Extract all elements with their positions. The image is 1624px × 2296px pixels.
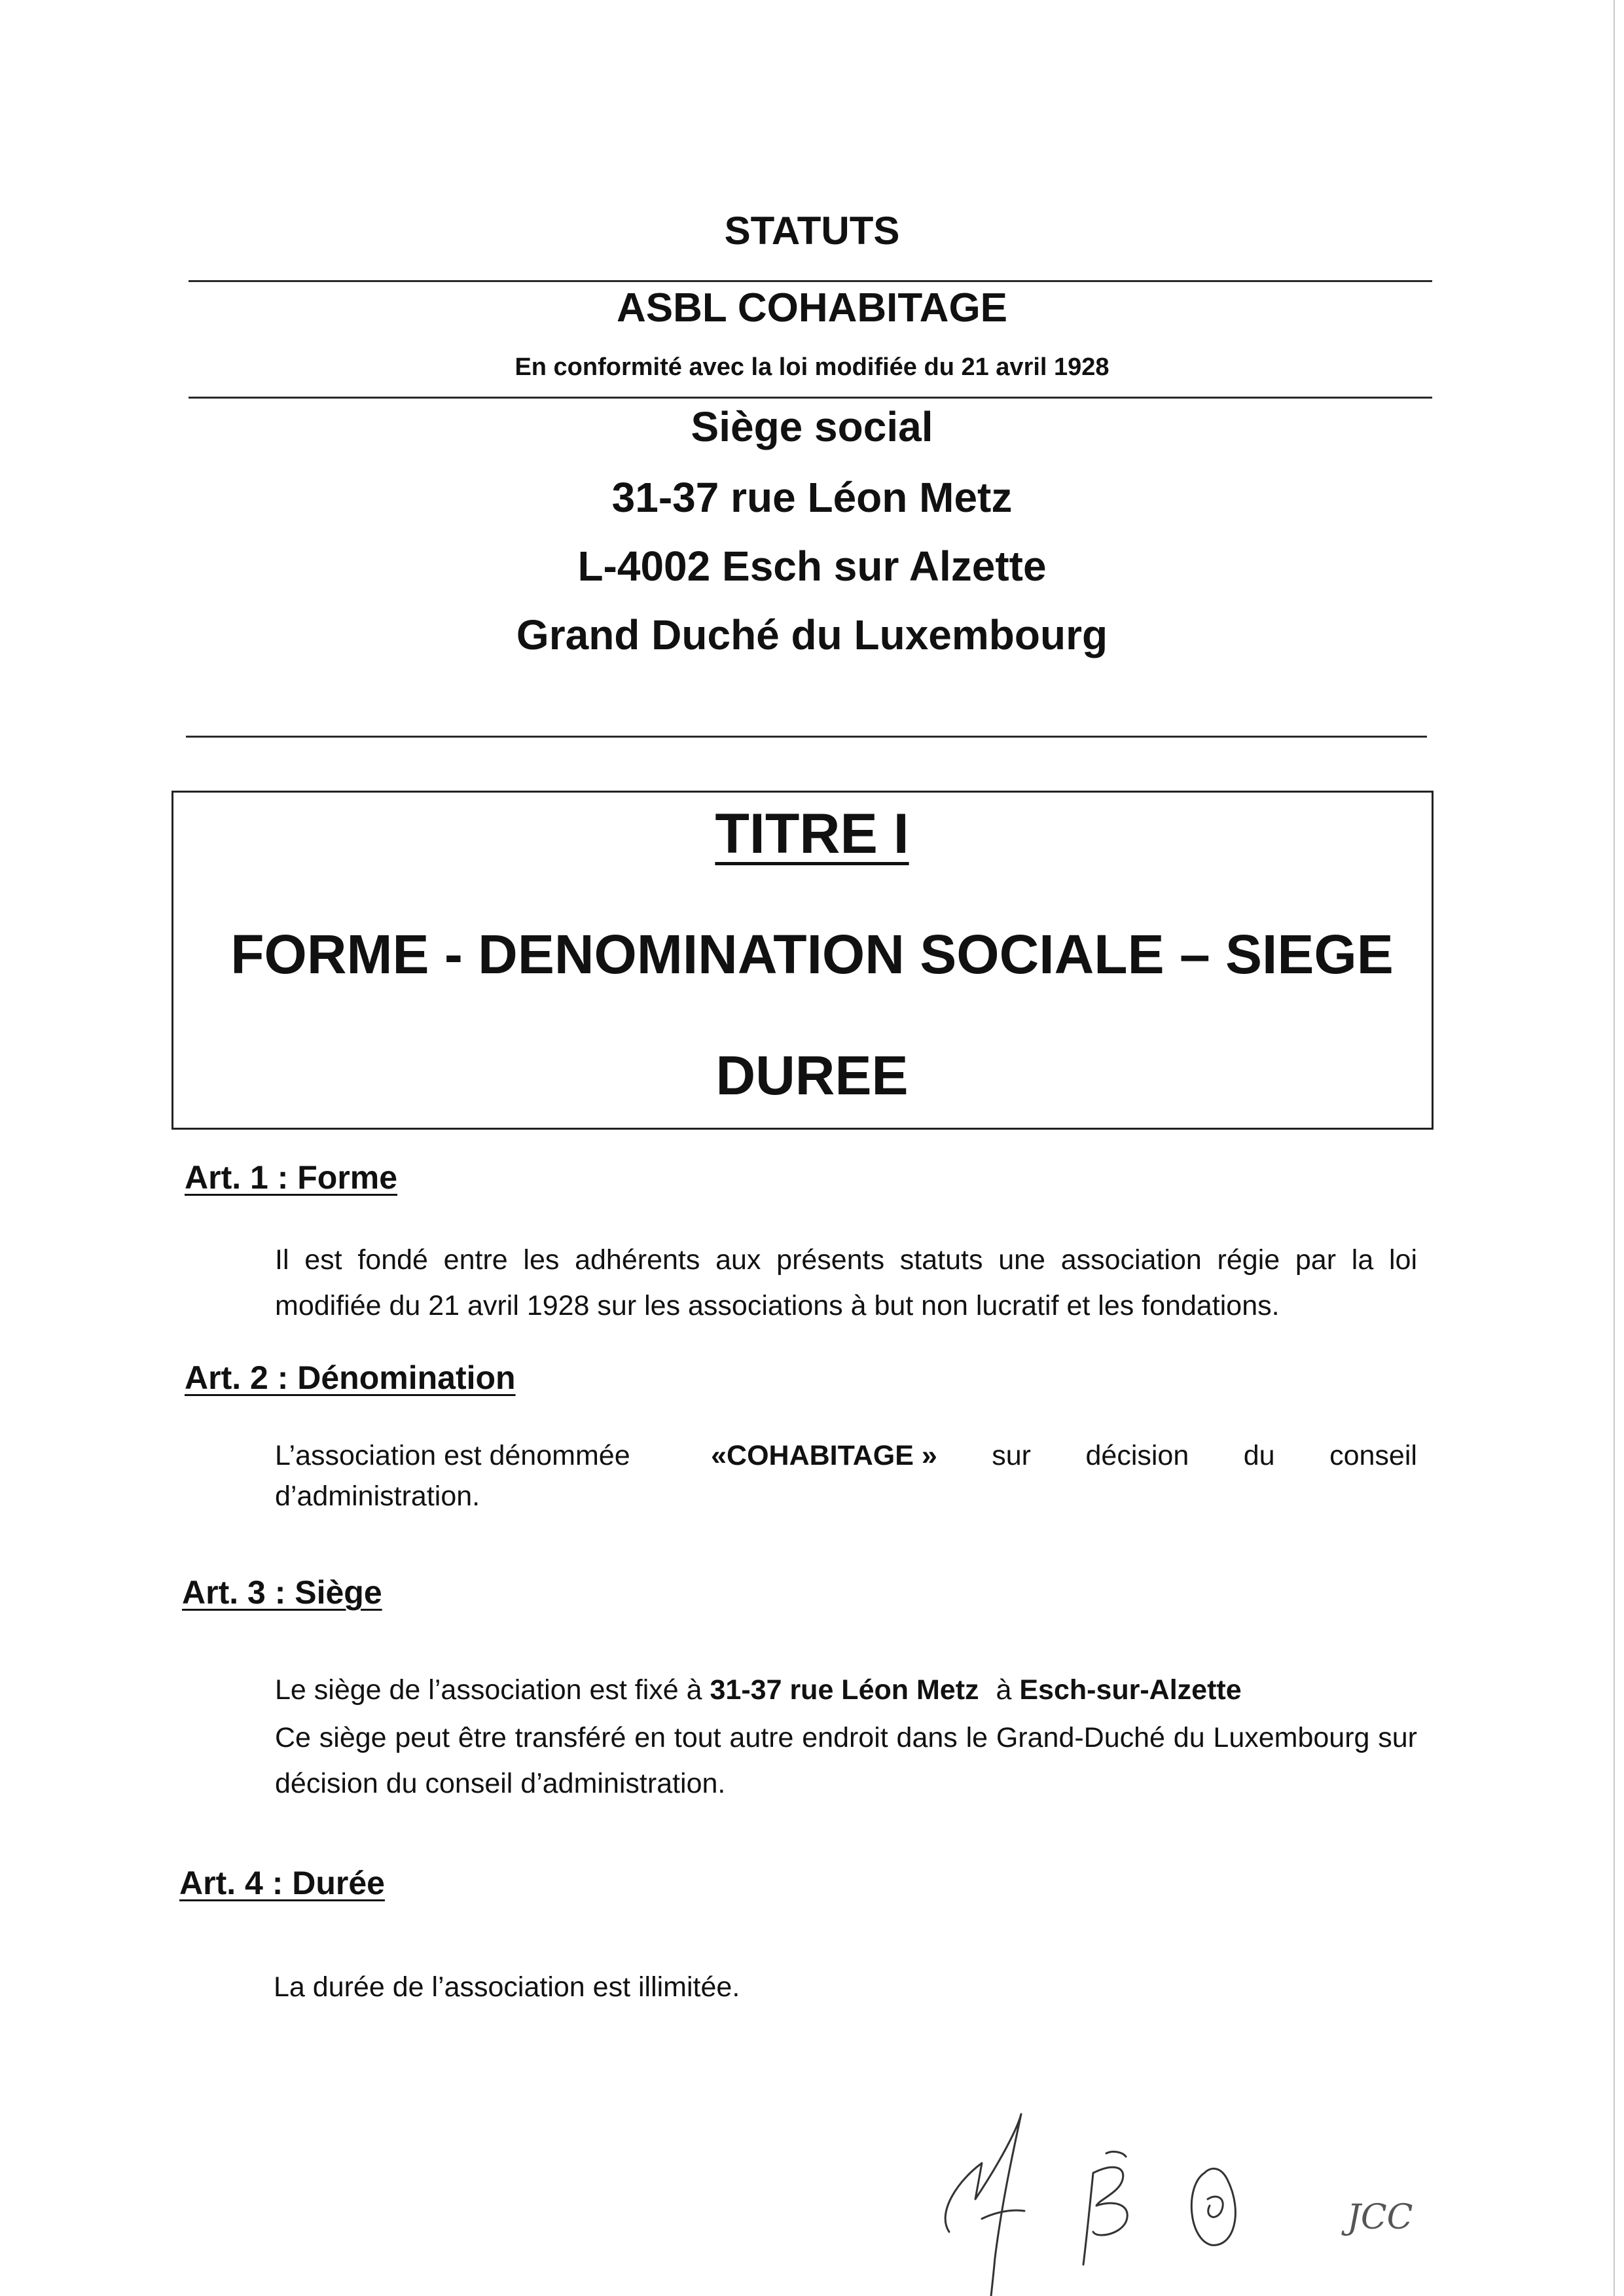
art3-text-line1 (275, 1674, 1242, 1706)
signatures (897, 2101, 1486, 2296)
address-street: 31-37 rue Léon Metz (611, 474, 1013, 521)
art3-address: 31-37 rue Léon Metz (710, 1674, 979, 1706)
art2-word-du: du (1243, 1440, 1275, 1471)
art3-text-middle: à (996, 1674, 1012, 1706)
law-conformity-note: En conformité avec la loi modifiée du 21 avril 1928 (514, 353, 1110, 381)
art2-association-name: «COHABITAGE » (711, 1440, 937, 1471)
art4-text: La durée de l’association est illimitée. (274, 1971, 740, 2003)
signature-1 (945, 2114, 1024, 2296)
art3-text-before: Le siège de l’association est fixé à (275, 1674, 702, 1706)
art2-word-conseil: conseil (1329, 1440, 1417, 1471)
titre-heading-line2: DUREE (715, 1045, 909, 1106)
art3-city: Esch-sur-Alzette (1019, 1674, 1242, 1706)
association-name: ASBL COHABITAGE (616, 285, 1008, 331)
document-title: STATUTS (724, 209, 900, 253)
divider-1 (189, 280, 1432, 282)
scan-edge (1614, 0, 1615, 2296)
art3-heading: Art. 3 : Siège (182, 1574, 382, 1611)
art1-text: Il est fondé entre les adhérents aux présents statuts une association régie par la loi modifiée du 21 avril 1928 sur les associations à but non lucratif et les fondations. (275, 1244, 1417, 1321)
titre-number: TITRE I (715, 802, 909, 865)
art2-text-line1 (275, 1440, 1417, 1472)
art1-heading: Art. 1 : Forme (185, 1159, 398, 1196)
address-city: L-4002 Esch sur Alzette (577, 543, 1047, 590)
titre-heading-line1: FORME - DENOMINATION SOCIALE – SIEGE (230, 924, 1394, 985)
signature-initials: JCC (1347, 2198, 1413, 2237)
divider-3 (186, 736, 1427, 738)
art2-text-before: L’association est dénommée (275, 1440, 630, 1471)
art2-text-line2: d’administration. (275, 1480, 480, 1512)
address-country: Grand Duché du Luxembourg (516, 611, 1108, 658)
art2-heading: Art. 2 : Dénomination (185, 1359, 516, 1396)
art2-word-decision: décision (1085, 1440, 1189, 1471)
art4-heading: Art. 4 : Durée (179, 1865, 385, 1901)
signature-3 (1191, 2168, 1235, 2245)
art3-text-transfer: Ce siège peut être transféré en tout autre endroit dans le Grand-Duché du Luxembourg sur décision du conseil d’administration. (275, 1722, 1417, 1799)
divider-2 (189, 397, 1432, 399)
signature-2 (1083, 2152, 1127, 2265)
art2-word-sur: sur (992, 1440, 1031, 1471)
registered-office-label: Siège social (691, 403, 933, 450)
